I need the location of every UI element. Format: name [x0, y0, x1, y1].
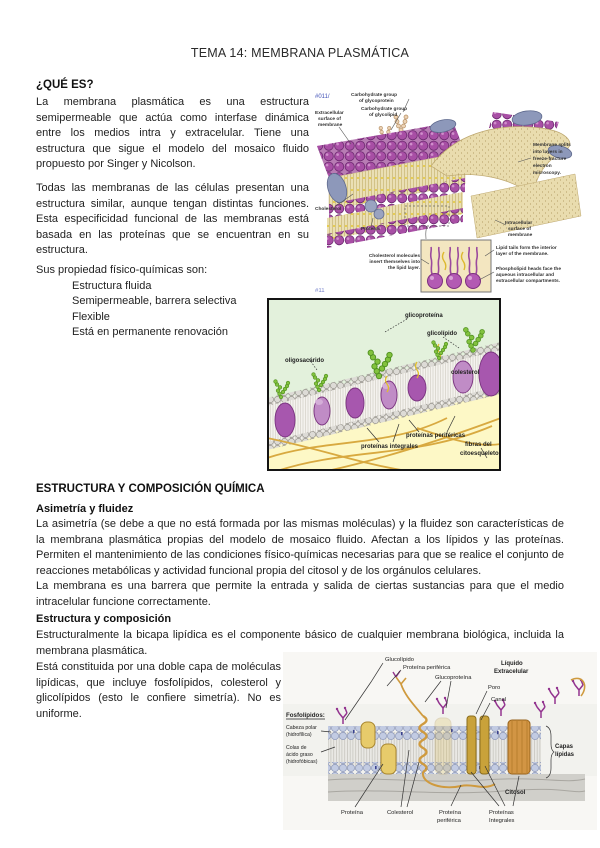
figure3-label-proteina: Proteína — [341, 810, 363, 816]
figure3-label-capas-line2: lípidas — [555, 752, 575, 758]
figure2-label-proteinas-perifericas: proteínas periféricas — [406, 433, 466, 439]
paragraph-composicion-2: Está constituida por una doble capa de moléculas lipídicas, que incluye fosfolípidos, colesterol y glicolípidos (esto le confiere simetría). No es uniforme. — [36, 661, 281, 720]
figure3-label-proteinas-integrales-line1: Proteínas — [489, 810, 514, 816]
property-item: Semipermeable, barrera selectiva — [72, 295, 237, 308]
figure1-label-carb-glycolipid-line1: Carbohydrate group — [361, 107, 408, 112]
figure-bicapa-lipidica — [283, 652, 597, 830]
figure2-label-colesterol: colesterol — [451, 370, 480, 376]
figure1-label-phospholipid-heads-line2: aqueous intracellular and — [496, 273, 555, 278]
subheading-estructura-composicion: Estructura y composición — [36, 613, 172, 625]
figure3-label-proteinas-integrales-line2: Integrales — [489, 818, 515, 824]
figure-membrane-freeze-fracture — [313, 88, 597, 295]
paragraph-que-es-1: La membrana plasmática es una estructura semipermeable que actúa como interfase dinámica entre los medios intra y extracelular. Tiene una estructura que sigue el modelo del mosaico fluido propuesto por Singer y Nicolson. — [36, 96, 309, 170]
figure1-corner-mark: #011/ — [315, 94, 330, 100]
heading-que-es: ¿QUÉ ES? — [36, 79, 94, 91]
figure1-label-intracellular-line2: surface of — [508, 227, 531, 232]
figure1-label-phospholipid-heads-line1: Phospholipid heads face the — [496, 267, 562, 272]
figure3-label-fosfolipidos: Fosfolípidos: — [286, 712, 325, 719]
figure1-label-membrane-splits-line3: freeze-fracture — [533, 157, 567, 162]
phospholipid-inset-illustration — [421, 240, 491, 292]
figure2-label-oligosacarido: oligosacárido — [285, 358, 325, 364]
subheading-asimetria-fluidez: Asimetría y fluidez — [36, 503, 134, 515]
page-title: TEMA 14: MEMBRANA PLASMÁTICA — [190, 46, 410, 60]
figure1-label-intracellular-line3: membrane — [508, 233, 533, 238]
figure1-label-carb-glycolipid-line2: of glycolipid — [369, 113, 398, 118]
figure3-label-colesterol: Colesterol — [387, 810, 414, 816]
figure3-label-cabeza-line1: Cabeza polar — [286, 725, 317, 731]
property-item: Está en permanente renovación — [72, 326, 228, 339]
figure2-label-proteinas-integrales: proteínas integrales — [361, 444, 419, 450]
figure1-label-extracellular-line2: surface of — [318, 117, 341, 122]
figure3-label-glucolipido: Glucolípido — [385, 657, 415, 663]
figure2-label-fibras-line1: fibras del — [465, 442, 492, 448]
figure1-label-extracellular-line3: membrane — [318, 123, 343, 128]
figure1-corner-mark-bottom: #11 — [315, 288, 325, 294]
property-item: Estructura fluida — [72, 280, 152, 292]
paragraph-que-es-2: Todas las membranas de las células presentan una estructura similar, aunque tengan distintas funciones. Esta especificidad funcional de las membranas está basada en las proteínas que se encuentran en su estructura. — [36, 182, 309, 256]
figure1-label-carb-glycoprotein-line1: Carbohydrate group — [351, 93, 398, 98]
figure1-label-carb-glycoprotein-line2: of glycoprotein — [359, 99, 394, 104]
figure3-label-proteina-periferica-bottom-line2: periférica — [437, 818, 461, 824]
properties-list — [72, 279, 236, 341]
heading-estructura: ESTRUCTURA Y COMPOSICIÓN QUÍMICA — [36, 483, 265, 495]
figure1-label-extracellular-line1: Extracellular — [315, 111, 344, 116]
membrane-block-illustration — [317, 109, 581, 248]
figure1-label-cholesterol-molecules-line1: Cholesterol molecules — [368, 254, 420, 259]
figure2-label-glicoproteina: glicoproteína — [405, 313, 443, 319]
figure1-label-proteins: Proteins — [361, 227, 381, 232]
figure3-label-liquido-line1: Líquido — [501, 661, 523, 667]
figure1-label-cholesterol: Cholesterol — [315, 207, 342, 212]
paragraph-asimetria-1: La asimetría (se debe a que no está formada por las mismas moléculas) y la fluidez son características de la membrana plasmática propias del modelo de mosaico fluido. Afectan a los lípidos y las proteínas. Permiten el mantenimiento de las condiciones físico-químicas necesarias para que se realice el conjunto de reacciones metabólicas y actividad funcional propia del citosol y de los orgánulos celulares. — [36, 518, 564, 577]
figure1-label-lipid-tails-line1: Lipid tails form the interior — [496, 246, 557, 251]
figure3-label-canal: Canal — [491, 697, 507, 703]
figure3-label-proteina-periferica-top: Proteína periférica — [403, 665, 451, 671]
figure1-label-intracellular-line1: Intracellular — [505, 221, 533, 226]
figure1-label-phospholipid-heads-line3: extracellular compartments. — [496, 279, 560, 284]
figure3-label-cabeza-line2: (hidrofílica) — [286, 732, 312, 738]
figure3-label-colas-line3: (hidrofóbicas) — [286, 759, 318, 765]
figure1-label-membrane-splits-line2: into layers in — [533, 150, 563, 155]
figure1-label-membrane-splits-line1: Membrane splits — [533, 143, 571, 148]
figure3-label-poro: Poro — [488, 685, 501, 691]
figure1-label-cholesterol-molecules-line3: the lipid layer. — [388, 266, 420, 271]
figure3-label-glucoproteina: Glucoproteína — [435, 675, 472, 681]
paragraph-composicion-1: Estructuralmente la bicapa lipídica es el componente básico de cualquier membrana biológica, incluida la membrana plasmática. — [36, 629, 564, 657]
figure1-label-membrane-splits-line5: microscopy. — [533, 171, 561, 176]
property-item: Flexible — [72, 310, 110, 323]
figure2-label-glicolipido: glicolípido — [427, 331, 457, 337]
paragraph-asimetria-2: La membrana es una barrera que permite la entrada y salida de ciertas sustancias para que el medio intracelular funcione correctamente. — [36, 580, 564, 608]
figure3-label-citosol: Citosol — [505, 790, 526, 796]
figure1-label-lipid-tails-line2: layer of the membrane. — [496, 252, 549, 257]
figure1-label-membrane-splits-line4: electron — [533, 164, 552, 169]
figure2-label-fibras-line2: citoesqueleto — [460, 451, 499, 457]
figure3-label-colas-line2: ácido graso — [286, 752, 313, 758]
figure3-label-proteina-periferica-bottom-line1: Proteína — [439, 810, 461, 816]
properties-intro: Sus propiedad físico-químicas son: — [36, 264, 208, 276]
figure3-label-liquido-line2: Extracelular — [494, 669, 529, 675]
figure-mosaico-fluido — [267, 298, 501, 471]
figure1-label-cholesterol-molecules-line2: insert themselves into — [369, 260, 420, 265]
figure3-label-colas-line1: Colas de — [286, 745, 307, 751]
figure3-label-capas-line1: Capas — [555, 744, 574, 750]
